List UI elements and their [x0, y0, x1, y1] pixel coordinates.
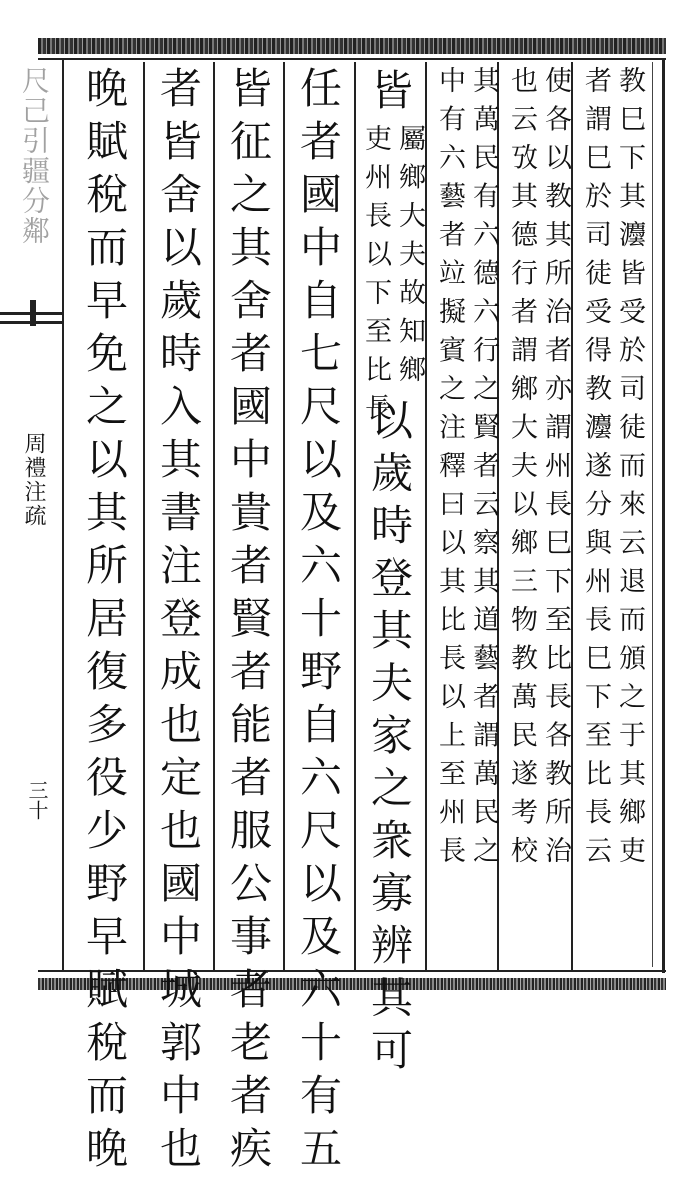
fish-tail-stem	[30, 300, 36, 326]
bottom-border	[38, 978, 666, 990]
commentary-line: 屬鄉大夫故知鄉	[394, 124, 425, 394]
bottom-border-line	[38, 970, 666, 972]
text-column-8: 晚賦稅而早免之以其所居復多役少野早賦稅而晚	[80, 66, 129, 1179]
text-column-1	[578, 66, 646, 875]
text-column-4-head: 皆	[365, 68, 414, 121]
column-rule	[143, 62, 145, 970]
text-column-4-body: 以歲時登其夫家之衆寡辨其可	[365, 398, 414, 1081]
commentary-line: 中有六藝者竝擬賓之注釋曰以其比長以上至州長	[434, 66, 465, 875]
top-border	[38, 38, 666, 54]
text-column-4-note	[358, 124, 426, 432]
commentary-line: 吏州長以下至比長	[360, 124, 391, 432]
page-number: 三十	[25, 780, 49, 820]
book-title: 周禮注疏	[21, 432, 46, 528]
column-rule	[213, 62, 215, 970]
column-rule	[283, 62, 285, 970]
right-inner-border	[652, 62, 653, 967]
commentary-line: 其萬民有六德六行之賢者云察其道藝者謂萬民之	[468, 66, 499, 875]
commentary-line: 使各以教其所治者亦謂州長巳下至比長各教所治	[540, 66, 571, 875]
text-column-2	[504, 66, 572, 875]
commentary-line: 也云攷其德行者謂鄉大夫以鄉三物教萬民遂考校	[506, 66, 537, 875]
right-border	[662, 58, 665, 973]
text-column-7: 者皆舍以歲時入其書注登成也定也國中城郭中也	[154, 66, 203, 1179]
commentary-line: 者謂巳於司徒受得教灋遂分與州長巳下至比長云	[580, 66, 611, 875]
text-column-3	[432, 66, 500, 875]
top-border-line	[38, 58, 666, 60]
text-column-5: 任者國中自七尺以及六十野自六尺以及六十有五	[294, 66, 343, 1179]
commentary-line: 教巳下其灋皆受於司徒而來云退而頒之于其鄉吏	[614, 66, 645, 875]
text-column-6: 皆征之其舍者國中貴者賢者能者服公事者老者疾	[224, 66, 273, 1179]
column-rule	[354, 62, 356, 970]
margin-top-text: 尺己引疆分鄰	[18, 66, 51, 246]
